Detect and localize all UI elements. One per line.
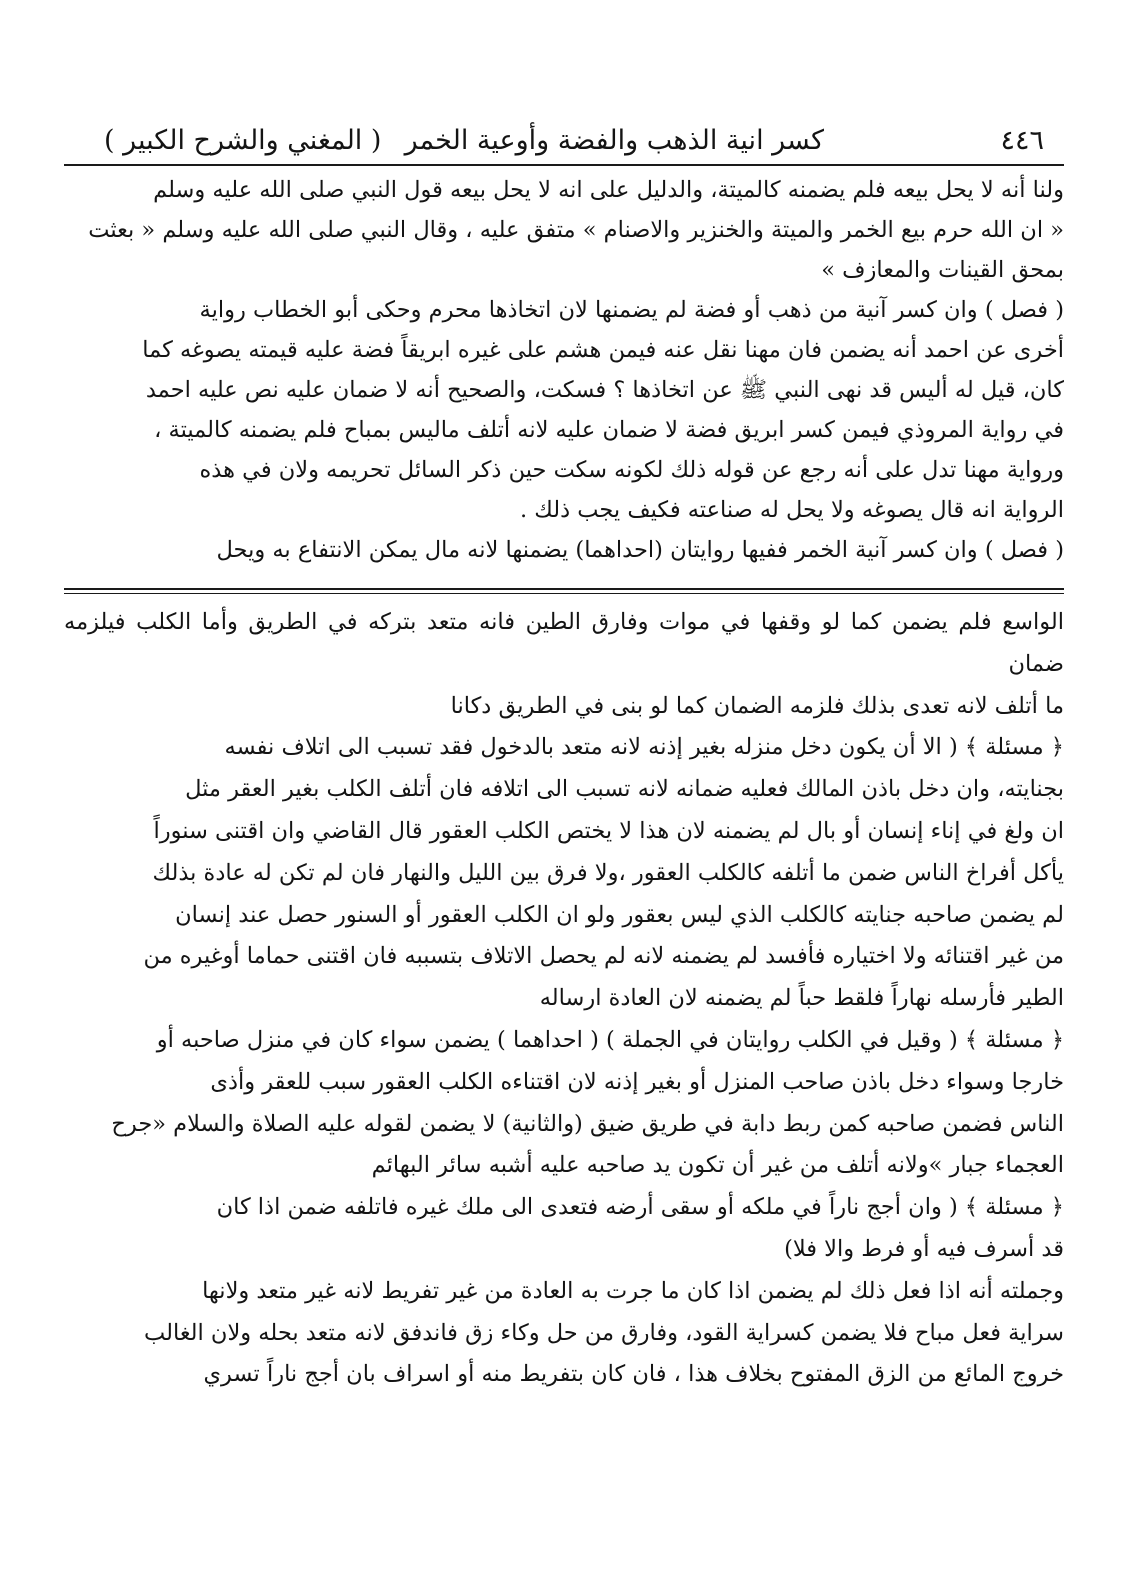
section-divider [64,588,1064,594]
book-title: ( المغني والشرح الكبير ) [104,125,382,156]
text-line: من غير اقتنائه ولا اختياره فأفسد لم يضمنه لانه لم يحصل الاتلاف بتسببه فان اقتنى حماما أوغيره من [143,943,1064,970]
text-line: ( فصل ) وان كسر آنية من ذهب أو فضة لم يضمنها لان اتخاذها محرم وحكى أبو الخطاب رواية [199,297,1064,323]
text-line: لم يضمن صاحبه جنايته كالكلب الذي ليس بعقور ولو ان الكلب العقور أو السنور حصل عند إنسان [175,901,1064,928]
book-page [64,118,1064,1396]
text-line: « ان الله حرم بيع الخمر والميتة والخنزير والاصنام » متفق عليه ، وقال النبي صلى الله عليه وسلم « بعثت [88,217,1064,243]
text-line: سراية فعل مباح فلا يضمن كسراية القود، وفارق من حل وكاء زق فاندفق لانه متعد بحله ولان الغالب [144,1319,1064,1346]
text-line: بجنايته، وان دخل باذن المالك فعليه ضمانه لانه تسبب الى اتلافه فان أتلف الكلب بغير العقر مثل [185,776,1064,803]
text-line: ولنا أنه لا يحل بيعه فلم يضمنه كالميتة، والدليل على انه لا يحل بيعه قول النبي صلى الله عليه وسلم [153,177,1064,203]
text-line: يأكل أفراخ الناس ضمن ما أتلفه كالكلب العقور ،ولا فرق بين الليل والنهار فان لم تكن له عادة بذلك [152,859,1064,886]
text-line: ( فصل ) وان كسر آنية الخمر ففيها روايتان (احداهما) يضمنها لانه مال يمكن الانتفاع به ويحل [216,537,1064,563]
text-line: ما أتلف لانه تعدى بذلك فلزمه الضمان كما لو بنى في الطريق دكانا [450,692,1064,719]
text-line: الطير فأرسله نهاراً فلقط حباً لم يضمنه لان العادة ارساله [539,985,1064,1012]
text-line: الرواية انه قال يصوغه ولا يحل له صناعته فكيف يجب ذلك . [520,497,1064,523]
page-header [64,118,1064,166]
page-number: ٤٤٦ [1000,125,1044,156]
text-line: وجملته أنه اذا فعل ذلك لم يضمن اذا كان ما جرت به العادة من غير تفريط لانه غير متعد ولانها [202,1277,1064,1304]
text-line: أخرى عن احمد أنه يضمن فان مهنا نقل عنه فيمن هشم على غيره ابريقاً فضة عليه قيمته يصوغه كما [142,337,1064,363]
text-line: الواسع فلم يضمن كما لو وقفها في موات وفارق الطين فانه متعد بتركه في الطريق وأما الكلب فيلزمه ضمان [64,609,1064,677]
text-line: ﴿ مسئلة ﴾ ( وان أجج ناراً في ملكه أو سقى أرضه فتعدى الى ملك غيره فاتلفه ضمن اذا كان [216,1194,1064,1221]
text-line: كان، قيل له أليس قد نهى النبي ﷺ عن اتخاذها ؟ فسكت، والصحيح أنه لا ضمان عليه نص عليه احمد [145,377,1064,403]
text-line: خروج المائع من الزق المفتوح بخلاف هذا ، فان كان بتفريط منه أو اسراف بان أجج ناراً تسري [203,1361,1064,1388]
text-line: خارجا وسواء دخل باذن صاحب المنزل أو بغير إذنه لان اقتناءه الكلب العقور سبب للعقر وأذى [210,1068,1064,1095]
text-line: ورواية مهنا تدل على أنه رجع عن قوله ذلك لكونه سكت حين ذكر السائل تحريمه ولان في هذه [199,457,1064,483]
text-line: ان ولغ في إناء إنسان أو بال لم يضمنه لان هذا لا يختص الكلب العقور قال القاضي وان اقتنى سنوراً [153,817,1064,844]
text-line: ﴿ مسئلة ﴾ ( وقيل في الكلب روايتان في الجملة ) ( احداهما ) يضمن سواء كان في منزل صاحبه أو [156,1026,1064,1053]
commentary-section [64,166,1064,570]
sharh-section [64,602,1064,1396]
section-title: كسر انية الذهب والفضة وأوعية الخمر [404,125,824,156]
text-line: قد أسرف فيه أو فرط والا فلا) [784,1235,1064,1262]
text-line: في رواية المروذي فيمن كسر ابريق فضة لا ضمان عليه لانه أتلف ماليس بمباح فلم يضمنه كالميتة ، [154,417,1064,443]
text-line: بمحق القينات والمعازف » [821,257,1064,283]
text-line: الناس فضمن صاحبه كمن ربط دابة في طريق ضيق (والثانية) لا يضمن لقوله عليه الصلاة والسلام «جرح [111,1110,1064,1137]
text-line: العجماء جبار »ولانه أتلف من غير أن تكون يد صاحبه عليه أشبه سائر البهائم [371,1152,1064,1179]
text-line: ﴿ مسئلة ﴾ ( الا أن يكون دخل منزله بغير إذنه لانه متعد بالدخول فقد تسبب الى اتلاف نفسه [224,734,1064,761]
